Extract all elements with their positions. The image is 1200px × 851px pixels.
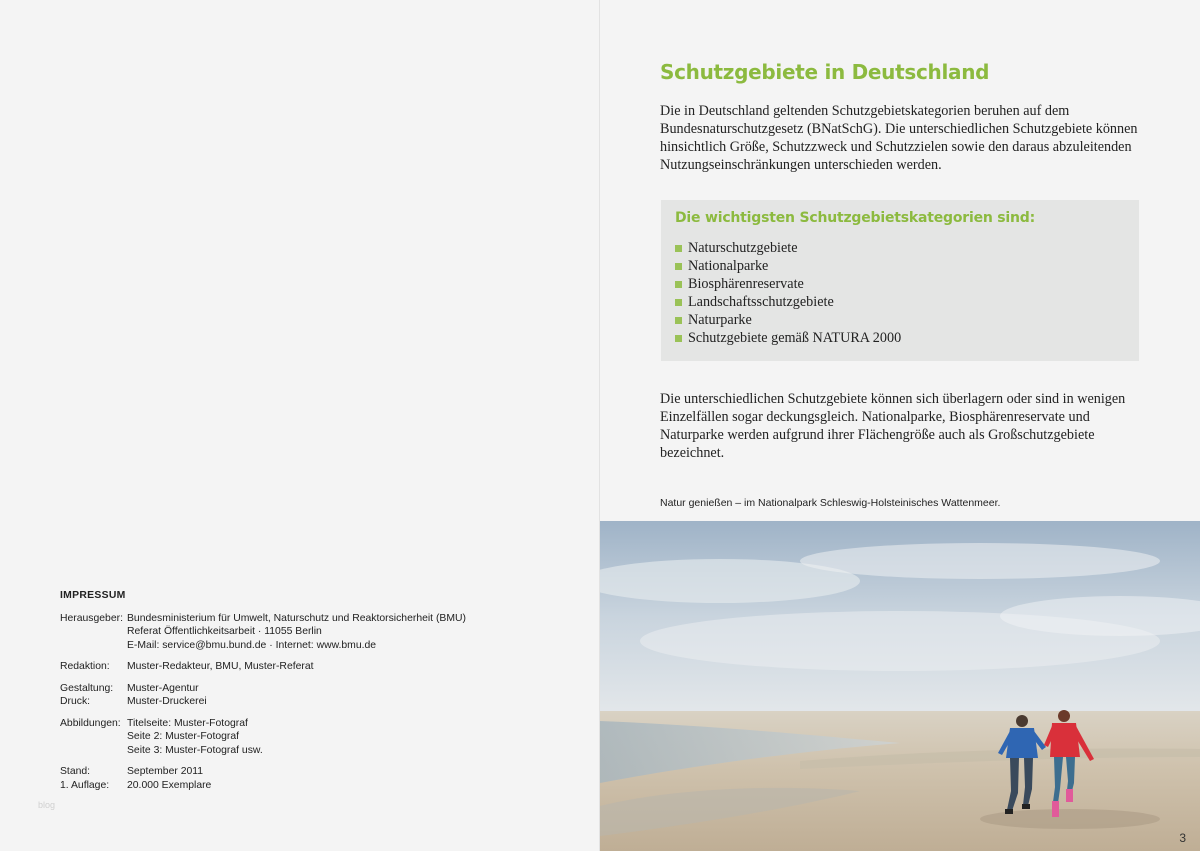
impressum-value: Referat Öffentlichkeitsarbeit · 11055 Berlin — [127, 626, 322, 637]
impressum-value: Muster-Redakteur, BMU, Muster-Referat — [127, 661, 314, 672]
list-item — [675, 311, 901, 329]
categories-heading: Die wichtigsten Schutzgebietskategorien sind: — [675, 210, 1036, 226]
page-number: 3 — [1179, 831, 1186, 845]
impressum-value: Muster-Agentur — [127, 682, 199, 694]
page-title: Schutzgebiete in Deutschland — [660, 60, 990, 84]
categories-list — [675, 239, 901, 347]
list-item — [675, 239, 901, 257]
right-page — [600, 0, 1200, 851]
list-item-label: Biosphärenreservate — [688, 276, 804, 292]
body-paragraph: Die unterschiedlichen Schutzgebiete können sich überlagern oder sind in wenigen Einzelfällen sogar deckungsgleich. Nationalparke, Biosphärenreservate und Naturparke werden aufgrund ihrer Flächengröße auch als Großschutzgebiete bezeichnet. — [660, 391, 1126, 461]
impressum-row-gestaltung — [60, 682, 466, 696]
categories-box — [661, 200, 1139, 361]
impressum-value: Titelseite: Muster-Fotograf — [127, 717, 248, 729]
list-item-label: Naturparke — [688, 312, 752, 328]
list-item-label: Naturschutzgebiete — [688, 240, 798, 256]
impressum-value: Seite 3: Muster-Fotograf usw. — [127, 744, 263, 756]
impressum-value: September 2011 — [127, 766, 204, 777]
square-bullet-icon — [675, 335, 682, 342]
impressum-label: Herausgeber: — [60, 612, 123, 624]
impressum-label: Abbildungen: — [60, 717, 121, 729]
square-bullet-icon — [675, 281, 682, 288]
impressum-row-abbildungen — [60, 717, 466, 758]
impressum-row-auflage — [60, 779, 466, 793]
impressum-value: Bundesministerium für Umwelt, Naturschutz und Reaktorsicherheit (BMU) — [127, 612, 466, 624]
square-bullet-icon — [675, 245, 682, 252]
list-item-label: Nationalparke — [688, 258, 769, 274]
list-item — [675, 257, 901, 275]
impressum — [60, 589, 466, 800]
impressum-value: 20.000 Exemplare — [127, 779, 212, 791]
photo-caption: Natur genießen – im Nationalpark Schleswig-Holsteinisches Wattenmeer. — [660, 497, 1001, 509]
list-item — [675, 329, 901, 347]
square-bullet-icon — [675, 317, 682, 324]
impressum-row-herausgeber — [60, 612, 466, 653]
intro-paragraph: Die in Deutschland geltenden Schutzgebietskategorien beruhen auf dem Bundesnaturschutzgesetz (BNatSchG). Die unterschiedlichen Schutzgebiete können hinsichtlich Größe, Schutzzweck und Schutzzielen sowie den daraus abzuleitenden Nutzungseinschränkungen unterschieden werden. — [660, 103, 1138, 173]
impressum-row-stand — [60, 765, 466, 779]
wadden-sea-photo — [600, 521, 1200, 851]
impressum-label: Stand: — [60, 766, 91, 777]
list-item-label: Schutzgebiete gemäß NATURA 2000 — [688, 330, 902, 346]
impressum-value: Muster-Druckerei — [127, 696, 207, 707]
square-bullet-icon — [675, 299, 682, 306]
impressum-title: IMPRESSUM — [60, 590, 126, 601]
impressum-value: E-Mail: service@bmu.bund.de · Internet: www.bmu.de — [127, 639, 377, 651]
list-item — [675, 293, 901, 311]
square-bullet-icon — [675, 263, 682, 270]
impressum-value: Seite 2: Muster-Fotograf — [127, 731, 240, 742]
impressum-row-redaktion — [60, 660, 466, 674]
impressum-label: Redaktion: — [60, 661, 110, 672]
impressum-label: Gestaltung: — [60, 682, 114, 694]
list-item — [675, 275, 901, 293]
impressum-label: Druck: — [60, 696, 91, 707]
watermark: blog — [38, 800, 56, 810]
impressum-label: 1. Auflage: — [60, 779, 110, 791]
list-item-label: Landschaftsschutzgebiete — [688, 294, 834, 310]
impressum-row-druck — [60, 695, 466, 709]
